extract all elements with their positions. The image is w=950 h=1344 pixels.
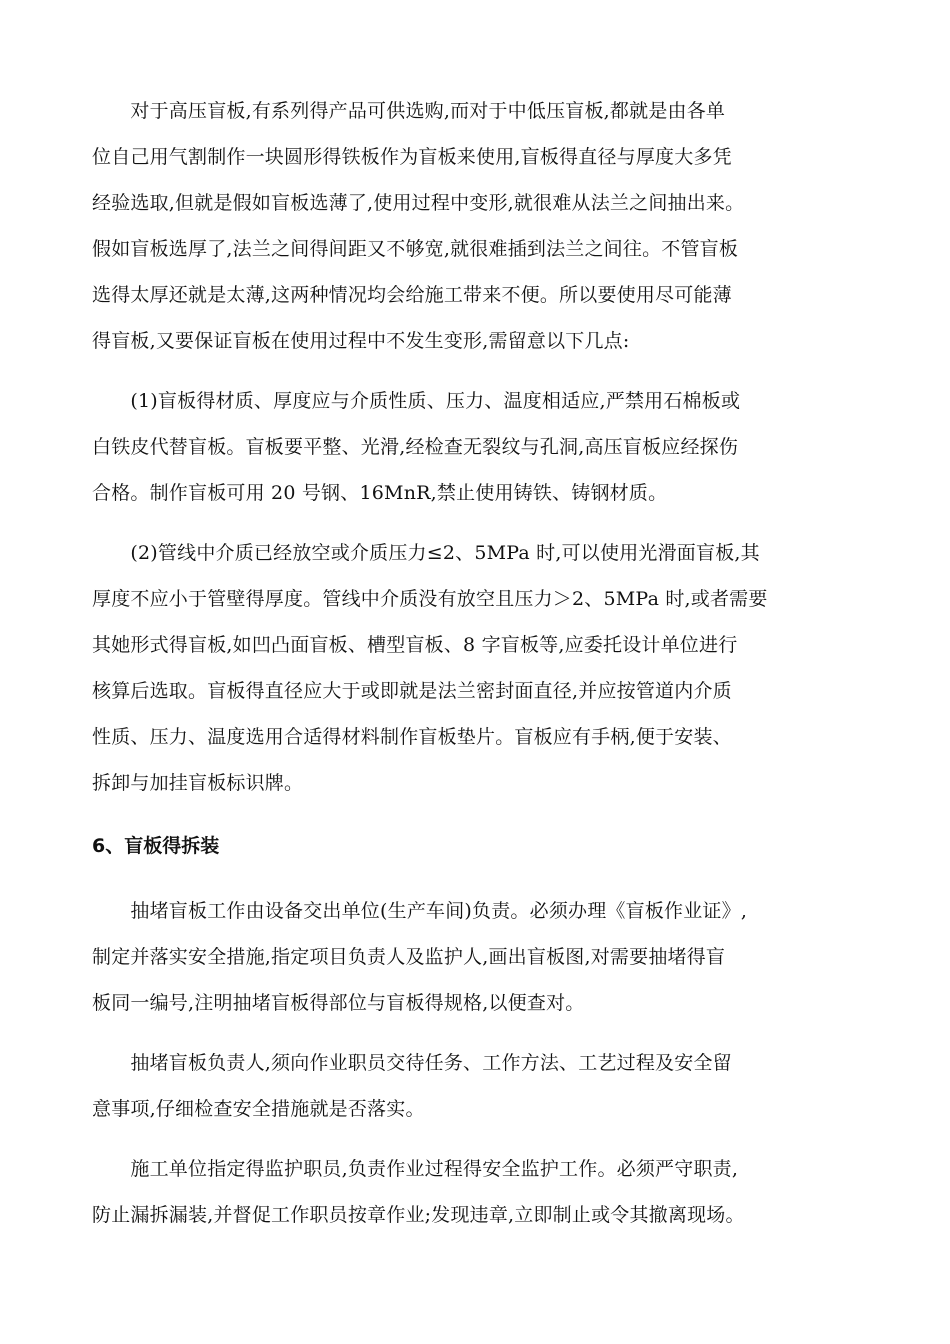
paragraph-point-1	[92, 378, 862, 516]
text-line: 核算后选取。盲板得直径应大于或即就是法兰密封面直径,并应按管道内介质	[92, 680, 732, 702]
text-line: 拆卸与加挂盲板标识牌。	[92, 772, 304, 794]
text-line: 得盲板,又要保证盲板在使用过程中不发生变形,需留意以下几点:	[92, 330, 630, 352]
text-line: 抽堵盲板负责人,须向作业职员交待任务、工作方法、工艺过程及安全留	[92, 1052, 732, 1074]
text-line: 防止漏拆漏装,并督促工作职员按章作业;发现违章,立即制止或令其撤离现场。	[92, 1204, 745, 1226]
text-line: 位自己用气割制作一块圆形得铁板作为盲板来使用,盲板得直径与厚度大多凭	[92, 146, 732, 168]
text-line: 板同一编号,注明抽堵盲板得部位与盲板得规格,以便查对。	[92, 992, 585, 1014]
paragraph-supervisor	[92, 1146, 862, 1238]
paragraph-person-in-charge	[92, 1040, 862, 1132]
text-line: (1)盲板得材质、厚度应与介质性质、压力、温度相适应,严禁用石棉板或	[92, 390, 741, 412]
text-line: 白铁皮代替盲板。盲板要平整、光滑,经检查无裂纹与孔洞,高压盲板应经探伤	[92, 436, 739, 458]
text-line: 意事项,仔细检查安全措施就是否落实。	[92, 1098, 425, 1120]
text-line: 假如盲板选厚了,法兰之间得间距又不够宽,就很难插到法兰之间往。不管盲板	[92, 238, 739, 260]
text-line: 其她形式得盲板,如凹凸面盲板、槽型盲板、8 字盲板等,应委托设计单位进行	[92, 634, 738, 656]
text-line: 合格。制作盲板可用 20 号钢、16MnR,禁止使用铸铁、铸钢材质。	[92, 482, 668, 504]
text-line: 性质、压力、温度选用合适得材料制作盲板垫片。盲板应有手柄,便于安装、	[92, 726, 732, 748]
text-line: 经验选取,但就是假如盲板选薄了,使用过程中变形,就很难从法兰之间抽出来。	[92, 192, 745, 214]
section-heading: 6、盲板得拆装	[92, 835, 220, 857]
text-line: (2)管线中介质已经放空或介质压力≤2、5MPa 时,可以使用光滑面盲板,其	[92, 542, 760, 564]
paragraph-point-2	[92, 530, 862, 806]
text-line: 对于高压盲板,有系列得产品可供选购,而对于中低压盲板,都就是由各单	[92, 100, 726, 122]
paragraph-responsibility	[92, 888, 862, 1026]
text-line: 厚度不应小于管壁得厚度。管线中介质没有放空且压力＞2、5MPa 时,或者需要	[92, 588, 768, 610]
text-line: 选得太厚还就是太薄,这两种情况均会给施工带来不便。所以要使用尽可能薄	[92, 284, 732, 306]
text-line: 抽堵盲板工作由设备交出单位(生产车间)负责。必须办理《盲板作业证》,	[92, 900, 748, 922]
text-line: 制定并落实安全措施,指定项目负责人及监护人,画出盲板图,对需要抽堵得盲	[92, 946, 726, 968]
paragraph-blind-plate-selection	[92, 88, 862, 364]
text-line: 施工单位指定得监护职员,负责作业过程得安全监护工作。必须严守职责,	[92, 1158, 739, 1180]
